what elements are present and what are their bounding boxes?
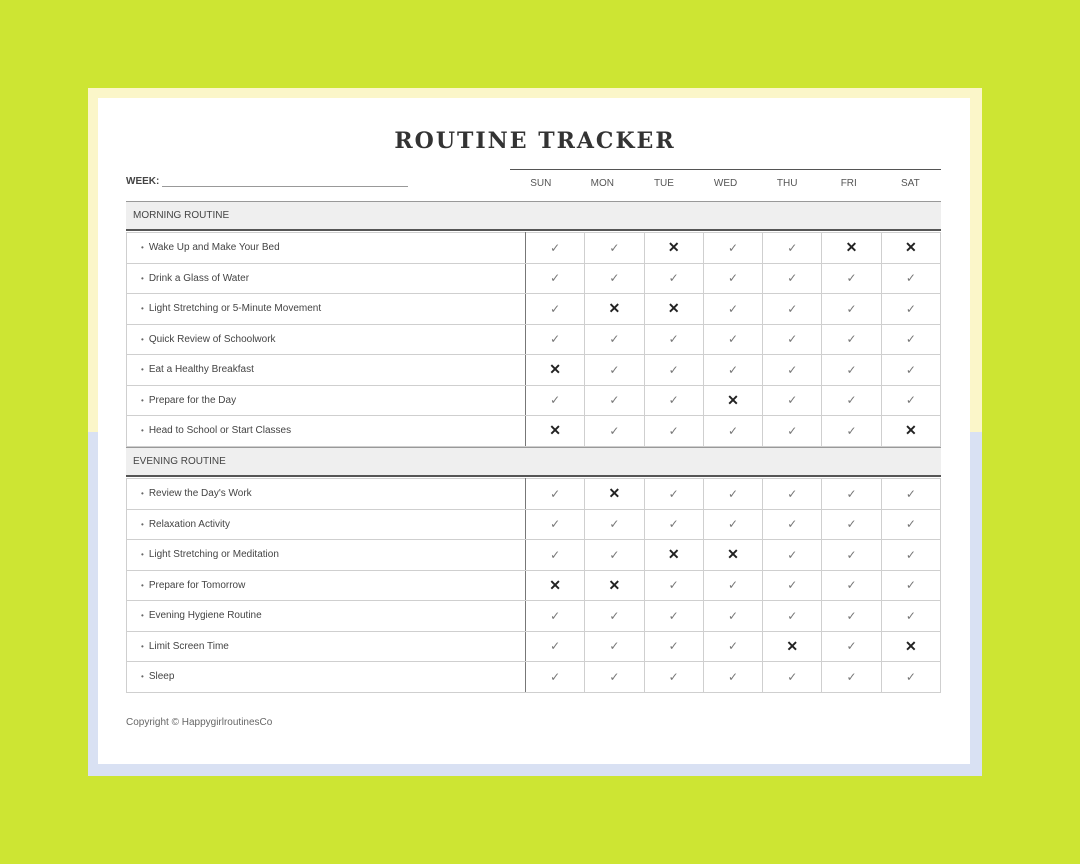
mark-cell-mon[interactable] xyxy=(585,631,644,662)
task-label: Drink a Glass of Water xyxy=(148,272,250,284)
check-icon: ✓ xyxy=(787,578,798,593)
task-cell xyxy=(127,416,526,447)
mark-cell-tue[interactable] xyxy=(644,540,703,571)
mark-cell-fri[interactable] xyxy=(822,509,881,540)
mark-cell-fri[interactable] xyxy=(822,324,881,355)
cross-icon: ✕ xyxy=(667,300,680,317)
mark-cell-wed[interactable] xyxy=(703,509,762,540)
mark-cell-wed[interactable] xyxy=(703,263,762,294)
mark-cell-thu[interactable] xyxy=(763,479,822,510)
mark-cell-sat[interactable] xyxy=(881,416,940,447)
task-cell xyxy=(127,324,526,355)
mark-cell-sun[interactable] xyxy=(526,479,585,510)
check-icon: ✓ xyxy=(727,517,739,532)
bullet-icon: • xyxy=(141,641,144,651)
day-header-mon: MON xyxy=(590,178,615,189)
mark-cell-sun[interactable] xyxy=(526,509,585,540)
mark-cell-thu[interactable] xyxy=(763,509,822,540)
check-icon: ✓ xyxy=(668,486,679,501)
mark-cell-tue[interactable] xyxy=(644,601,703,632)
check-icon: ✓ xyxy=(787,332,798,347)
mark-cell-mon[interactable] xyxy=(585,601,644,632)
check-icon: ✓ xyxy=(668,517,679,532)
check-icon: ✓ xyxy=(609,332,620,347)
check-icon: ✓ xyxy=(787,271,798,286)
mark-cell-thu[interactable] xyxy=(763,355,822,386)
task-row xyxy=(127,416,941,447)
mark-cell-sat[interactable] xyxy=(881,233,940,264)
day-header-rule xyxy=(510,169,941,170)
mark-cell-sun[interactable] xyxy=(526,631,585,662)
task-label: Sleep xyxy=(148,671,175,683)
task-row xyxy=(127,662,941,693)
task-label: Light Stretching or 5-Minute Movement xyxy=(148,303,322,315)
cross-icon: ✕ xyxy=(667,239,680,256)
mark-cell-fri[interactable] xyxy=(822,294,881,325)
check-icon: ✓ xyxy=(727,486,739,501)
task-row xyxy=(127,263,941,294)
mark-cell-mon[interactable] xyxy=(585,416,644,447)
task-cell xyxy=(127,294,526,325)
task-label: Wake Up and Make Your Bed xyxy=(148,242,280,254)
mark-cell-thu[interactable] xyxy=(763,294,822,325)
mark-cell-sat[interactable] xyxy=(881,263,940,294)
task-label: Eat a Healthy Breakfast xyxy=(148,364,254,376)
task-cell xyxy=(127,233,526,264)
mark-cell-sat[interactable] xyxy=(881,601,940,632)
mark-cell-thu[interactable] xyxy=(763,263,822,294)
check-icon: ✓ xyxy=(905,393,916,408)
check-icon: ✓ xyxy=(846,362,857,377)
check-icon: ✓ xyxy=(787,240,798,255)
check-icon: ✓ xyxy=(550,608,561,623)
mark-cell-mon[interactable] xyxy=(585,662,644,693)
check-icon: ✓ xyxy=(905,517,916,532)
day-header-thu: THU xyxy=(776,178,798,189)
task-row xyxy=(127,601,941,632)
mark-cell-thu[interactable] xyxy=(763,233,822,264)
check-icon: ✓ xyxy=(846,608,857,623)
check-icon: ✓ xyxy=(905,486,916,501)
check-icon: ✓ xyxy=(727,608,739,623)
check-icon: ✓ xyxy=(787,362,798,377)
check-icon: ✓ xyxy=(905,578,916,593)
check-icon: ✓ xyxy=(787,547,798,562)
check-icon: ✓ xyxy=(846,423,857,438)
mark-cell-wed[interactable] xyxy=(703,355,762,386)
mark-cell-fri[interactable] xyxy=(822,662,881,693)
check-icon: ✓ xyxy=(787,669,798,684)
mark-cell-thu[interactable] xyxy=(763,570,822,601)
bullet-icon: • xyxy=(141,304,144,314)
check-icon: ✓ xyxy=(905,669,916,684)
check-icon: ✓ xyxy=(905,271,916,286)
task-label: Prepare for the Day xyxy=(148,394,237,406)
check-icon: ✓ xyxy=(668,423,679,438)
mark-cell-sun[interactable] xyxy=(526,294,585,325)
mark-cell-sun[interactable] xyxy=(526,233,585,264)
mark-cell-sun[interactable] xyxy=(526,540,585,571)
check-icon: ✓ xyxy=(846,486,857,501)
bullet-icon: • xyxy=(141,426,144,436)
cross-icon: ✕ xyxy=(904,239,917,256)
check-icon: ✓ xyxy=(727,362,739,377)
check-icon: ✓ xyxy=(609,608,620,623)
mark-cell-tue[interactable] xyxy=(644,263,703,294)
task-label: Review the Day's Work xyxy=(148,488,252,500)
task-label: Prepare for Tomorrow xyxy=(148,579,246,591)
task-label: Head to School or Start Classes xyxy=(148,425,292,437)
mark-cell-sat[interactable] xyxy=(881,570,940,601)
mark-cell-tue[interactable] xyxy=(644,570,703,601)
mark-cell-tue[interactable] xyxy=(644,631,703,662)
mark-cell-wed[interactable] xyxy=(703,324,762,355)
check-icon: ✓ xyxy=(609,517,620,532)
mark-cell-sat[interactable] xyxy=(881,294,940,325)
day-header-sat: SAT xyxy=(900,178,920,189)
mark-cell-wed[interactable] xyxy=(703,631,762,662)
check-icon: ✓ xyxy=(905,362,916,377)
check-icon: ✓ xyxy=(550,301,561,316)
check-icon: ✓ xyxy=(846,639,857,654)
mark-cell-sat[interactable] xyxy=(881,355,940,386)
mark-cell-mon[interactable] xyxy=(585,570,644,601)
check-icon: ✓ xyxy=(787,301,798,316)
mark-cell-sun[interactable] xyxy=(526,662,585,693)
bullet-icon: • xyxy=(141,243,144,253)
mark-cell-wed[interactable] xyxy=(703,601,762,632)
check-icon: ✓ xyxy=(905,332,916,347)
cross-icon: ✕ xyxy=(786,637,799,654)
bullet-icon: • xyxy=(141,611,144,621)
mark-cell-mon[interactable] xyxy=(585,385,644,416)
mark-cell-fri[interactable] xyxy=(822,416,881,447)
mark-cell-sat[interactable] xyxy=(881,631,940,662)
bullet-icon: • xyxy=(141,550,144,560)
check-icon: ✓ xyxy=(668,393,679,408)
mark-cell-sun[interactable] xyxy=(526,570,585,601)
page-title: ROUTINE TRACKER xyxy=(394,128,676,154)
day-header-sun: SUN xyxy=(530,178,552,189)
check-icon: ✓ xyxy=(668,362,679,377)
check-icon: ✓ xyxy=(787,486,798,501)
mark-cell-wed[interactable] xyxy=(703,479,762,510)
mark-cell-tue[interactable] xyxy=(644,416,703,447)
mark-cell-sun[interactable] xyxy=(526,355,585,386)
bullet-icon: • xyxy=(141,580,144,590)
task-cell xyxy=(127,355,526,386)
task-row xyxy=(127,540,941,571)
check-icon: ✓ xyxy=(668,608,679,623)
check-icon: ✓ xyxy=(846,517,857,532)
check-icon: ✓ xyxy=(609,362,620,377)
task-cell xyxy=(127,662,526,693)
check-icon: ✓ xyxy=(846,332,857,347)
mark-cell-mon[interactable] xyxy=(585,263,644,294)
check-icon: ✓ xyxy=(846,547,857,562)
mark-cell-sun[interactable] xyxy=(526,263,585,294)
check-icon: ✓ xyxy=(550,639,561,654)
mark-cell-sat[interactable] xyxy=(881,540,940,571)
mark-cell-tue[interactable] xyxy=(644,479,703,510)
check-icon: ✓ xyxy=(550,517,561,532)
mark-cell-wed[interactable] xyxy=(703,540,762,571)
task-label: Evening Hygiene Routine xyxy=(148,610,262,622)
mark-cell-tue[interactable] xyxy=(644,385,703,416)
task-cell xyxy=(127,601,526,632)
task-row xyxy=(127,479,941,510)
check-icon: ✓ xyxy=(727,301,739,316)
mark-cell-tue[interactable] xyxy=(644,233,703,264)
mark-cell-tue[interactable] xyxy=(644,662,703,693)
section-header-morning xyxy=(126,201,941,231)
check-icon: ✓ xyxy=(609,547,620,562)
task-label: Light Stretching or Meditation xyxy=(148,549,279,561)
check-icon: ✓ xyxy=(609,240,620,255)
task-cell xyxy=(127,385,526,416)
mark-cell-fri[interactable] xyxy=(822,263,881,294)
mark-cell-mon[interactable] xyxy=(585,479,644,510)
mark-cell-thu[interactable] xyxy=(763,631,822,662)
task-row xyxy=(127,570,941,601)
check-icon: ✓ xyxy=(668,332,679,347)
check-icon: ✓ xyxy=(727,639,739,654)
check-icon: ✓ xyxy=(609,423,620,438)
week-label: WEEK: xyxy=(126,176,160,187)
check-icon: ✓ xyxy=(550,271,561,286)
task-cell xyxy=(127,263,526,294)
check-icon: ✓ xyxy=(787,517,798,532)
mark-cell-sat[interactable] xyxy=(881,509,940,540)
task-row xyxy=(127,355,941,386)
task-cell xyxy=(127,570,526,601)
check-icon: ✓ xyxy=(550,240,561,255)
task-row xyxy=(127,324,941,355)
check-icon: ✓ xyxy=(727,240,739,255)
check-icon: ✓ xyxy=(727,669,739,684)
check-icon: ✓ xyxy=(609,393,620,408)
mark-cell-fri[interactable] xyxy=(822,355,881,386)
mark-cell-tue[interactable] xyxy=(644,294,703,325)
mark-cell-sun[interactable] xyxy=(526,416,585,447)
bullet-icon: • xyxy=(141,273,144,283)
mark-cell-sat[interactable] xyxy=(881,479,940,510)
mark-cell-sat[interactable] xyxy=(881,324,940,355)
section-header-evening xyxy=(126,447,941,477)
check-icon: ✓ xyxy=(668,669,679,684)
check-icon: ✓ xyxy=(609,639,620,654)
task-cell xyxy=(127,631,526,662)
task-label: Quick Review of Schoolwork xyxy=(148,333,276,345)
check-icon: ✓ xyxy=(609,271,620,286)
evening-routine-table xyxy=(126,478,941,693)
check-icon: ✓ xyxy=(668,639,679,654)
cross-icon: ✕ xyxy=(904,637,917,654)
mark-cell-fri[interactable] xyxy=(822,570,881,601)
mark-cell-thu[interactable] xyxy=(763,385,822,416)
mark-cell-sun[interactable] xyxy=(526,385,585,416)
mark-cell-wed[interactable] xyxy=(703,416,762,447)
mark-cell-fri[interactable] xyxy=(822,385,881,416)
mark-cell-mon[interactable] xyxy=(585,540,644,571)
mark-cell-wed[interactable] xyxy=(703,233,762,264)
section-label: EVENING ROUTINE xyxy=(133,456,226,467)
day-header-tue: TUE xyxy=(653,178,674,189)
check-icon: ✓ xyxy=(846,301,857,316)
mark-cell-wed[interactable] xyxy=(703,294,762,325)
mark-cell-tue[interactable] xyxy=(644,324,703,355)
mark-cell-sat[interactable] xyxy=(881,385,940,416)
mark-cell-thu[interactable] xyxy=(763,662,822,693)
section-label: MORNING ROUTINE xyxy=(133,210,230,221)
mark-cell-tue[interactable] xyxy=(644,355,703,386)
day-header-fri: FRI xyxy=(840,178,857,189)
morning-routine-table xyxy=(126,232,941,447)
mark-cell-fri[interactable] xyxy=(822,601,881,632)
check-icon: ✓ xyxy=(846,393,857,408)
cross-icon: ✕ xyxy=(549,361,561,378)
task-row xyxy=(127,233,941,264)
bullet-icon: • xyxy=(141,489,144,499)
week-input-line[interactable] xyxy=(162,186,408,187)
cross-icon: ✕ xyxy=(549,576,561,593)
check-icon: ✓ xyxy=(846,578,857,593)
cross-icon: ✕ xyxy=(904,422,917,439)
mark-cell-sun[interactable] xyxy=(526,601,585,632)
mark-cell-fri[interactable] xyxy=(822,479,881,510)
cross-icon: ✕ xyxy=(727,546,739,563)
day-header-wed: WED xyxy=(713,178,738,189)
check-icon: ✓ xyxy=(668,271,679,286)
bullet-icon: • xyxy=(141,334,144,344)
task-label: Limit Screen Time xyxy=(148,640,229,652)
task-cell xyxy=(127,509,526,540)
cross-icon: ✕ xyxy=(727,391,739,408)
mark-cell-sun[interactable] xyxy=(526,324,585,355)
task-row xyxy=(127,385,941,416)
mark-cell-thu[interactable] xyxy=(763,601,822,632)
check-icon: ✓ xyxy=(727,423,739,438)
cross-icon: ✕ xyxy=(608,485,621,502)
bullet-icon: • xyxy=(141,519,144,529)
bullet-icon: • xyxy=(141,672,144,682)
mark-cell-thu[interactable] xyxy=(763,416,822,447)
task-cell xyxy=(127,540,526,571)
check-icon: ✓ xyxy=(550,332,561,347)
task-row xyxy=(127,509,941,540)
check-icon: ✓ xyxy=(550,393,561,408)
check-icon: ✓ xyxy=(787,423,798,438)
cross-icon: ✕ xyxy=(549,422,561,439)
check-icon: ✓ xyxy=(550,547,561,562)
mark-cell-mon[interactable] xyxy=(585,355,644,386)
check-icon: ✓ xyxy=(550,486,561,501)
check-icon: ✓ xyxy=(787,393,798,408)
cross-icon: ✕ xyxy=(845,239,858,256)
cross-icon: ✕ xyxy=(608,576,621,593)
check-icon: ✓ xyxy=(727,332,739,347)
bullet-icon: • xyxy=(141,365,144,375)
mark-cell-mon[interactable] xyxy=(585,324,644,355)
cross-icon: ✕ xyxy=(608,300,621,317)
mark-cell-tue[interactable] xyxy=(644,509,703,540)
mark-cell-mon[interactable] xyxy=(585,294,644,325)
check-icon: ✓ xyxy=(787,608,798,623)
task-row xyxy=(127,294,941,325)
check-icon: ✓ xyxy=(905,301,916,316)
check-icon: ✓ xyxy=(550,669,561,684)
task-cell xyxy=(127,479,526,510)
cross-icon: ✕ xyxy=(667,546,680,563)
mark-cell-thu[interactable] xyxy=(763,540,822,571)
mark-cell-wed[interactable] xyxy=(703,662,762,693)
mark-cell-wed[interactable] xyxy=(703,385,762,416)
copyright-text: Copyright © HappygirlroutinesCo xyxy=(126,717,273,728)
check-icon: ✓ xyxy=(905,547,916,562)
check-icon: ✓ xyxy=(609,669,620,684)
mark-cell-fri[interactable] xyxy=(822,233,881,264)
check-icon: ✓ xyxy=(727,578,739,593)
check-icon: ✓ xyxy=(727,271,739,286)
task-label: Relaxation Activity xyxy=(148,518,230,530)
task-row xyxy=(127,631,941,662)
check-icon: ✓ xyxy=(846,669,857,684)
mark-cell-fri[interactable] xyxy=(822,540,881,571)
check-icon: ✓ xyxy=(905,608,916,623)
bullet-icon: • xyxy=(141,395,144,405)
check-icon: ✓ xyxy=(668,578,679,593)
mark-cell-mon[interactable] xyxy=(585,233,644,264)
mark-cell-thu[interactable] xyxy=(763,324,822,355)
check-icon: ✓ xyxy=(846,271,857,286)
mark-cell-fri[interactable] xyxy=(822,631,881,662)
mark-cell-wed[interactable] xyxy=(703,570,762,601)
mark-cell-sat[interactable] xyxy=(881,662,940,693)
mark-cell-mon[interactable] xyxy=(585,509,644,540)
